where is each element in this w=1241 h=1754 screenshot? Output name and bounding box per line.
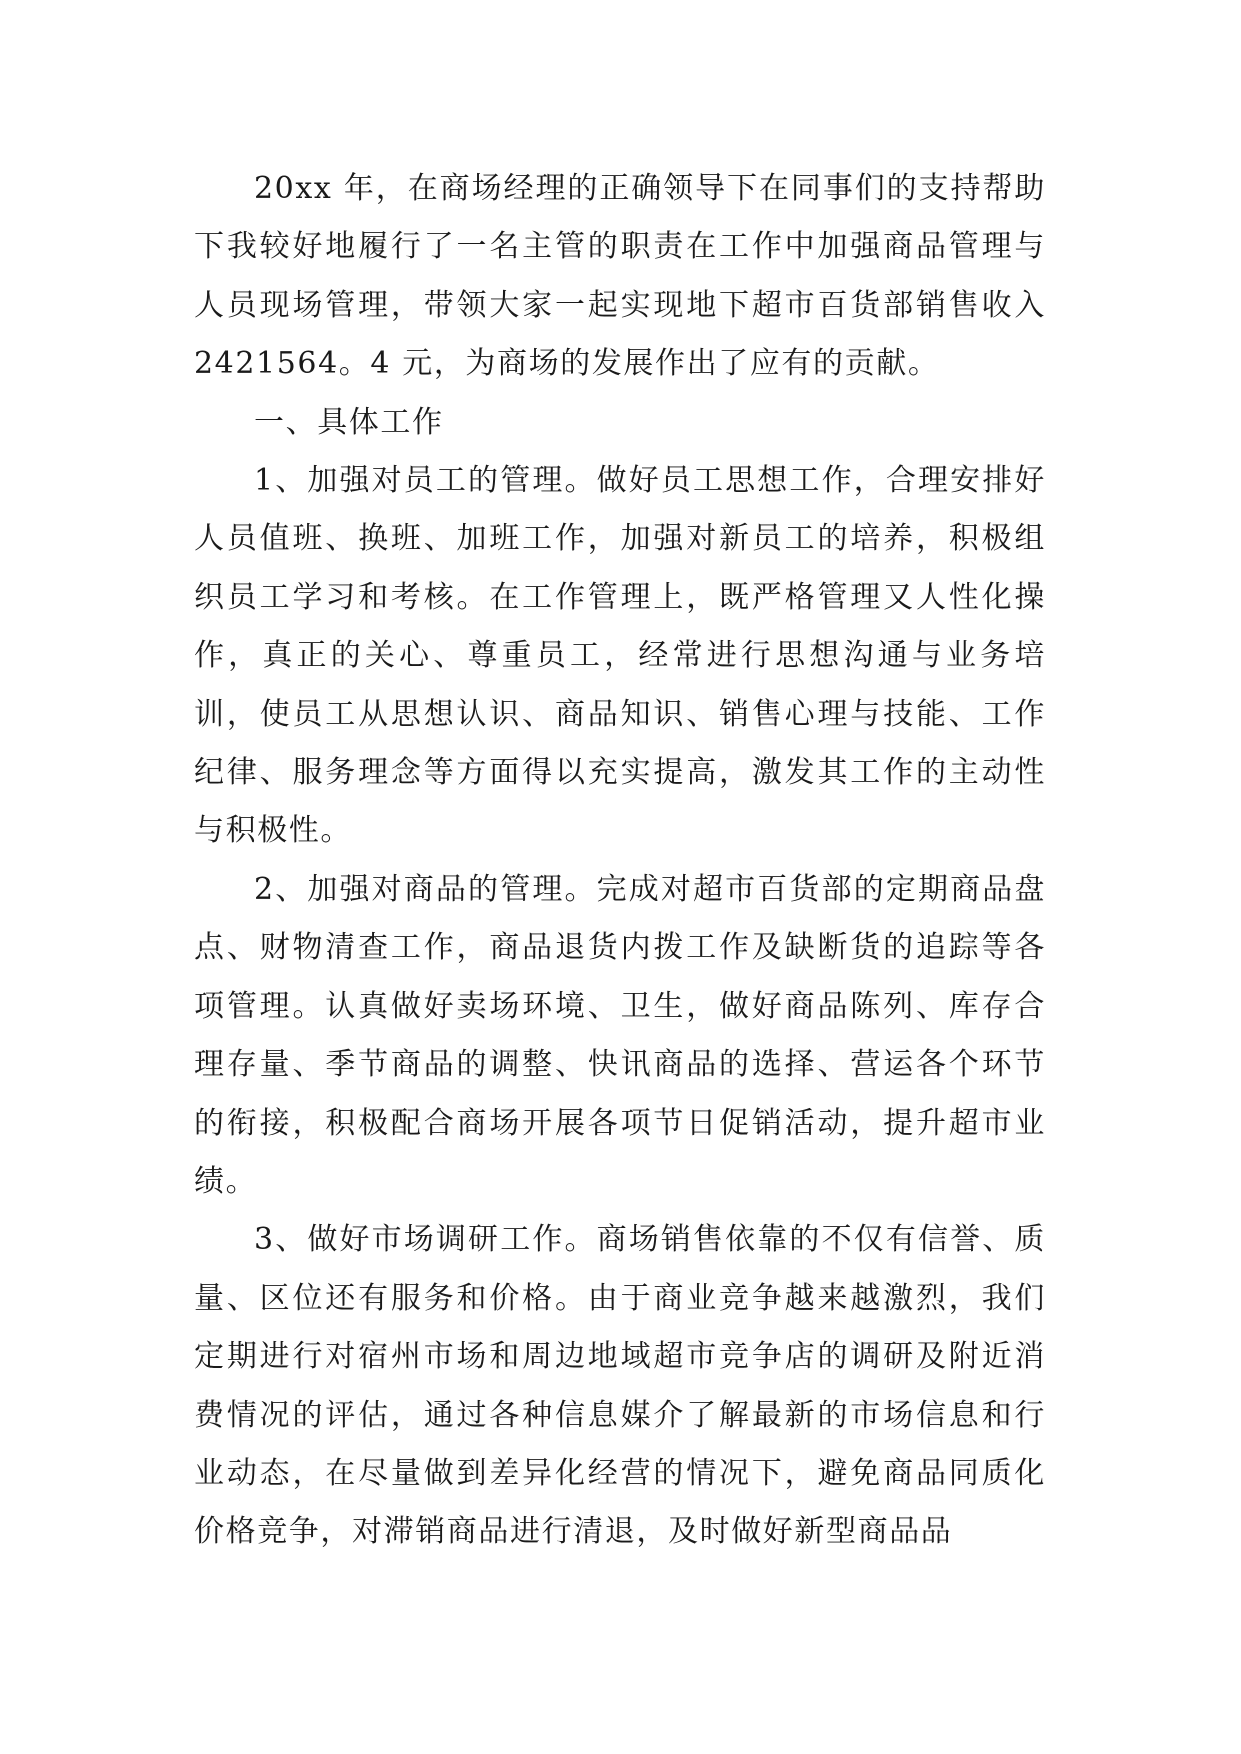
document-body — [194, 160, 1046, 1562]
market-research-paragraph: 3、做好市场调研工作。商场销售依靠的不仅有信誉、质量、区位还有服务和价格。由于商业竞争越来越激烈，我们定期进行对宿州市场和周边地域超市竞争店的调研及附近消费情况的评估，通过各种信息媒介了解最新的市场信息和行业动态，在尽量做到差异化经营的情况下，避免商品同质化价格竞争，对滞销商品进行清退，及时做好新型商品品 — [194, 1222, 1046, 1550]
section-heading: 一、具体工作 — [254, 404, 444, 440]
goods-management-paragraph: 2、加强对商品的管理。完成对超市百货部的定期商品盘点、财物清查工作，商品退货内拨工作及缺断货的追踪等各项管理。认真做好卖场环境、卫生，做好商品陈列、库存合理存量、季节商品的调整、快讯商品的选择、营运各个环节的衔接，积极配合商场开展各项节日促销活动，提升超市业绩。 — [194, 871, 1046, 1199]
intro-paragraph: 20xx 年，在商场经理的正确领导下在同事们的支持帮助下我较好地履行了一名主管的职责在工作中加强商品管理与人员现场管理，带领大家一起实现地下超市百货部销售收入 2421564。4 元，为商场的发展作出了应有的贡献。 — [194, 171, 1046, 382]
staff-management-paragraph: 1、加强对员工的管理。做好员工思想工作，合理安排好人员值班、换班、加班工作，加强对新员工的培养，积极组织员工学习和考核。在工作管理上，既严格管理又人性化操作，真正的关心、尊重员工，经常进行思想沟通与业务培训，使员工从思想认识、商品知识、销售心理与技能、工作纪律、服务理念等方面得以充实提高，激发其工作的主动性与积极性。 — [194, 463, 1046, 849]
